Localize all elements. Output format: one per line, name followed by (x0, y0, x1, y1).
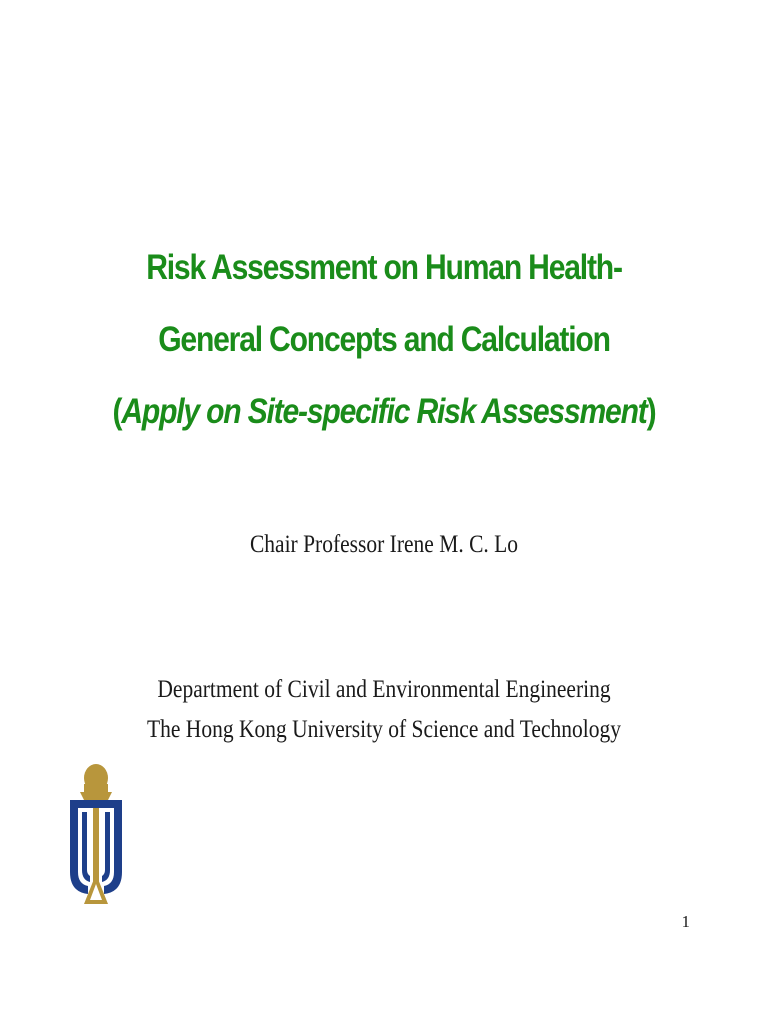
hkust-logo-icon (66, 762, 126, 908)
title-subtitle-italic: Apply on Site-specific Risk Assessment (121, 392, 647, 431)
title-paren-close: ) (646, 392, 656, 431)
title-line-2: General Concepts and Calculation (158, 320, 610, 359)
slide-title (88, 232, 680, 448)
title-line-3 (88, 376, 680, 448)
title-line-1: Risk Assessment on Human Health- (146, 248, 622, 287)
author-name: Chair Professor Irene M. C. Lo (249, 531, 519, 558)
affiliation (54, 670, 714, 750)
department-name: Department of Civil and Environmental Engineering (157, 676, 611, 703)
title-paren-open: ( (112, 392, 122, 431)
page-number: 1 (681, 912, 690, 931)
university-name: The Hong Kong University of Science and Technology (147, 716, 621, 743)
